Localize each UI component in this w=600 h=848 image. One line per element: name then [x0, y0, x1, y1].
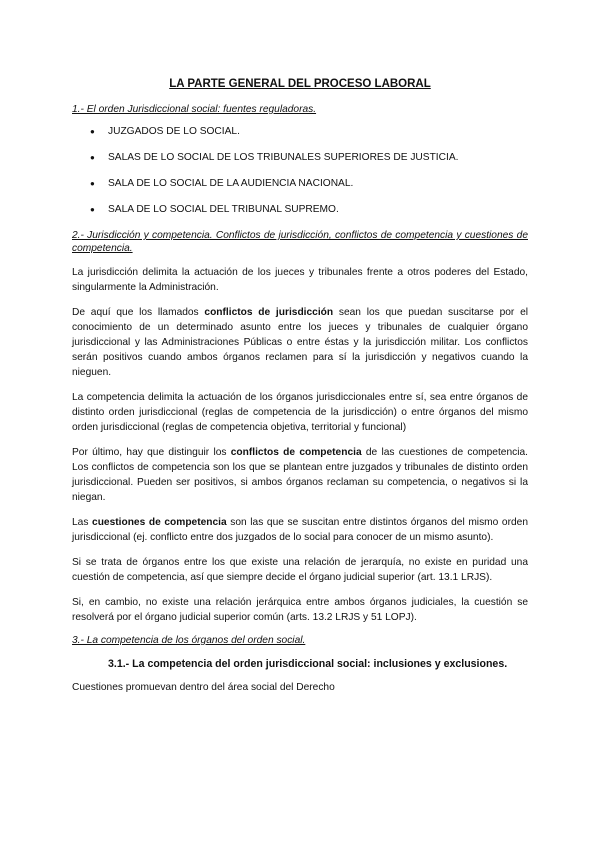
text-run: Por último, hay que distinguir los: [72, 447, 231, 458]
bold-term: conflictos de jurisdicción: [204, 307, 334, 318]
section-3-1-heading: 3.1.- La competencia del orden jurisdiccional social: inclusiones y exclusiones.: [108, 658, 508, 670]
paragraph-jurisdiccion: La jurisdicción delimita la actuación de los jueces y tribunales frente a otros poderes del Estado, singularmente la Administración.: [72, 267, 528, 293]
section-2-heading: 2.- Jurisdicción y competencia. Conflictos de jurisdicción, conflictos de competencia y cuestiones de competencia.: [72, 230, 528, 254]
text-run: Las: [72, 517, 93, 528]
paragraph-jerarquia: Si se trata de órganos entre los que existe una relación de jerarquía, no existe en puridad una cuestión de competencia, así que siempre decide el órgano judicial superior (art. 13.1 LRJS).: [72, 557, 528, 583]
text-run: sean los que puedan suscitarse por el conocimiento de un determinado asunto entre los jueces y tribunales de cualquier órgano jurisdiccional y las Administraciones Públicas o entre éstas y la jurisdicción militar. Los conflictos serán positivos cuando ambos órganos reclamen para sí la jurisdicción y negativos cuando la nieguen.: [72, 307, 529, 378]
section-1-heading: 1.- El orden Jurisdiccional social: fuentes reguladoras.: [72, 104, 317, 115]
paragraph-cuestiones-competencia: [72, 515, 528, 545]
paragraph-conflictos-jurisdiccion: [72, 305, 528, 380]
text-run: son las que se suscitan entre distintos órganos del mismo orden jurisdiccional (ej. conflicto entre dos juzgados de lo social para conocer de un mismo asunto).: [72, 517, 528, 543]
paragraph-cuestiones: Cuestiones promuevan dentro del área social del Derecho: [72, 682, 335, 693]
text-run: De aquí que los llamados: [72, 307, 205, 318]
document-page: [72, 78, 528, 693]
text-run: de las cuestiones de competencia. Los conflictos de competencia son los que se plantean entre juzgados y tribunales de distinto orden jurisdiccional. Pueden ser positivos, si ambos órganos reclaman su competencia, o negativos si la niegan.: [72, 447, 528, 503]
list-item: ● SALA DE LO SOCIAL DEL TRIBUNAL SUPREMO.: [108, 203, 528, 216]
paragraph-no-jerarquia: Si, en cambio, no existe una relación jerárquica entre ambos órganos judiciales, la cuestión se resolverá por el órgano judicial superior común (arts. 13.2 LRJS y 51 LOPJ).: [72, 597, 528, 623]
list-item: ● SALAS DE LO SOCIAL DE LOS TRIBUNALES SUPERIORES DE JUSTICIA.: [108, 151, 528, 164]
paragraph-competencia: La competencia delimita la actuación de los órganos jurisdiccionales entre sí, sea entre órganos de distinto orden jurisdiccional (reglas de competencia de la jurisdicción) o entre órganos del mismo orden jurisdiccional (reglas de competencia objetiva, territorial y funcional): [72, 392, 528, 433]
list-item: ● SALA DE LO SOCIAL DE LA AUDIENCIA NACIONAL.: [108, 177, 528, 190]
bold-term: conflictos de competencia: [230, 447, 362, 458]
paragraph-conflictos-competencia: [72, 445, 528, 505]
list-item: ● JUZGADOS DE LO SOCIAL.: [108, 125, 528, 138]
document-title: LA PARTE GENERAL DEL PROCESO LABORAL: [169, 78, 431, 90]
court-list: [72, 125, 528, 216]
bold-term: cuestiones de competencia: [92, 517, 227, 528]
section-3-heading: 3.- La competencia de los órganos del orden social.: [72, 635, 306, 646]
